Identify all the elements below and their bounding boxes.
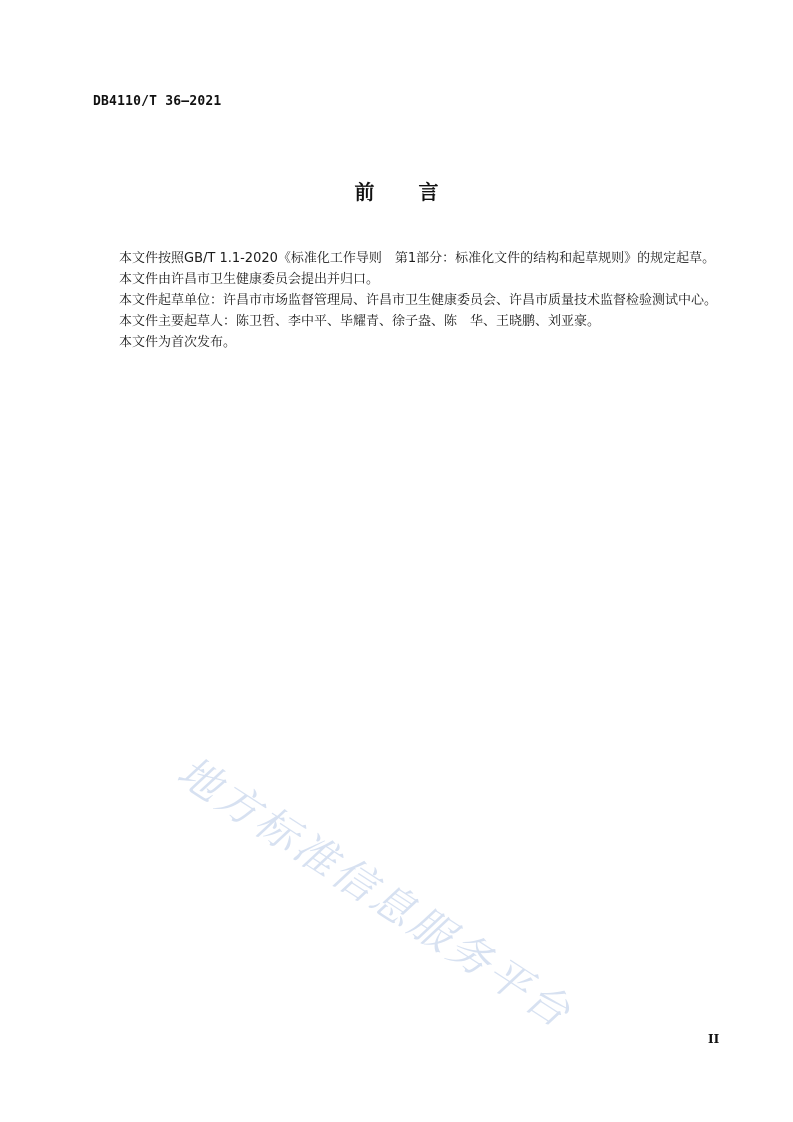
document-code: DB4110/T 36—2021 [93, 94, 222, 109]
paragraph-drafters: 本文件主要起草人：陈卫哲、李中平、毕耀青、徐子盎、陈 华、王晓鹏、刘亚豪。 [119, 314, 601, 329]
section-title-char-1: 前 [354, 180, 375, 204]
foreword-body [93, 248, 720, 353]
paragraph-proposer: 本文件由许昌市卫生健康委员会提出并归口。 [119, 272, 380, 287]
paragraph-drafting-basis: 本文件按照GB/T 1.1-2020《标准化工作导则 第1部分：标准化文件的结构和起草规则》的规定起草。 [119, 251, 716, 266]
watermark: 地方标准信息服务平台 [168, 746, 582, 1039]
page-number: II [708, 1032, 720, 1046]
section-title-foreword [0, 176, 793, 205]
paragraph-first-release: 本文件为首次发布。 [119, 335, 237, 350]
section-title-char-2: 言 [418, 180, 439, 204]
paragraph-drafting-units: 本文件起草单位：许昌市市场监督管理局、许昌市卫生健康委员会、许昌市质量技术监督检验测试中心。 [119, 293, 718, 308]
